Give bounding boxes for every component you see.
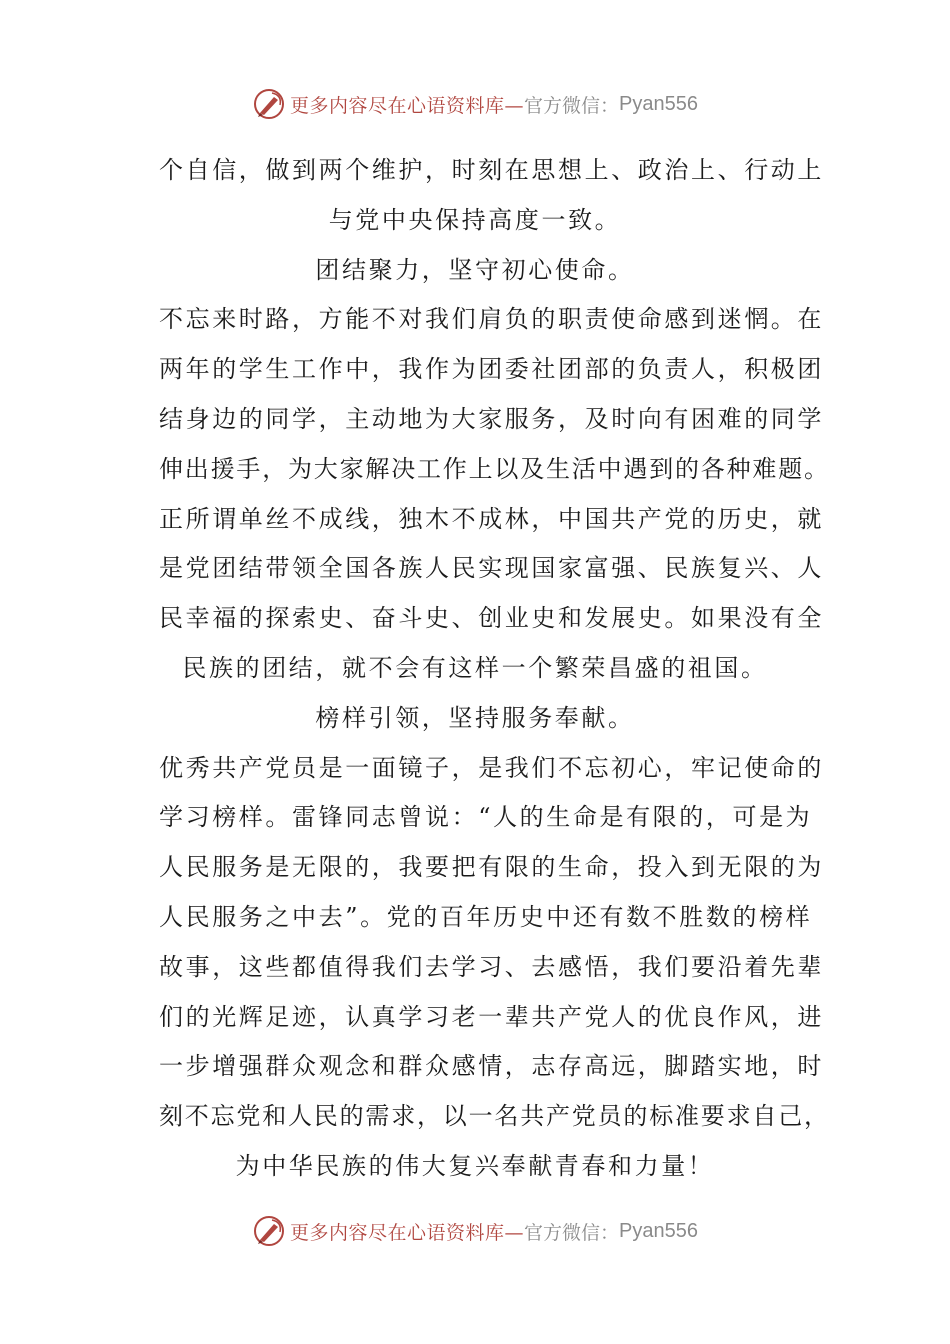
pen-logo-icon bbox=[252, 87, 286, 121]
header-wechat-label: 官方微信： bbox=[524, 94, 620, 117]
document-body bbox=[0, 146, 950, 1192]
header-banner bbox=[0, 84, 950, 124]
body-line: 们的光辉足迹，认真学习老一辈共产党人的优良作风，进 bbox=[159, 1002, 824, 1031]
footer-wechat-id: Pyan556 bbox=[619, 1219, 698, 1242]
body-line: 故事，这些都值得我们去学习、去感悟，我们要沿着先辈 bbox=[159, 952, 824, 981]
body-line: 伸出援手，为大家解决工作上以及生活中遇到的各种难题。 bbox=[159, 454, 830, 483]
pen-logo-icon bbox=[252, 1214, 286, 1248]
body-line: 正所谓单丝不成线，独木不成林，中国共产党的历史，就 bbox=[159, 504, 824, 533]
section-heading: 榜样引领，坚持服务奉献。 bbox=[315, 703, 635, 732]
body-line: 民幸福的探索史、奋斗史、创业史和发展史。如果没有全 bbox=[159, 604, 824, 633]
footer-slogan: 更多内容尽在心语资料库— bbox=[290, 1221, 525, 1244]
body-line: 与党中央保持高度一致。 bbox=[328, 205, 622, 234]
body-line: 学习榜样。雷锋同志曾说：“人的生命是有限的，可是为 bbox=[159, 803, 813, 832]
footer-banner bbox=[0, 1211, 950, 1251]
body-line: 民族的团结，就不会有这样一个繁荣昌盛的祖国。 bbox=[182, 653, 768, 682]
body-line: 一步增强群众观念和群众感情，志存高远，脚踏实地，时 bbox=[159, 1052, 824, 1081]
body-line: 刻不忘党和人民的需求，以一名共产党员的标准要求自己， bbox=[159, 1102, 830, 1131]
body-line: 个自信，做到两个维护，时刻在思想上、政治上、行动上 bbox=[159, 156, 824, 184]
body-line: 两年的学生工作中，我作为团委社团部的负责人，积极团 bbox=[159, 355, 824, 384]
body-line: 优秀共产党员是一面镜子，是我们不忘初心，牢记使命的 bbox=[159, 753, 824, 782]
body-line: 不忘来时路，方能不对我们肩负的职责使命感到迷惘。在 bbox=[159, 305, 824, 334]
header-wechat-id: Pyan556 bbox=[619, 92, 698, 115]
footer-wechat-label: 官方微信： bbox=[524, 1221, 620, 1244]
body-line: 是党团结带领全国各族人民实现国家富强、民族复兴、人 bbox=[159, 554, 824, 583]
body-line: 人民服务之中去”。党的百年历史中还有数不胜数的榜样 bbox=[159, 902, 813, 931]
body-line: 结身边的同学，主动地为大家服务，及时向有困难的同学 bbox=[159, 404, 824, 433]
body-line: 人民服务是无限的，我要把有限的生命，投入到无限的为 bbox=[159, 853, 824, 882]
header-slogan: 更多内容尽在心语资料库— bbox=[290, 94, 525, 117]
body-line: 为中华民族的伟大复兴奉献青春和力量！ bbox=[235, 1151, 715, 1180]
section-heading: 团结聚力，坚守初心使命。 bbox=[315, 255, 635, 284]
